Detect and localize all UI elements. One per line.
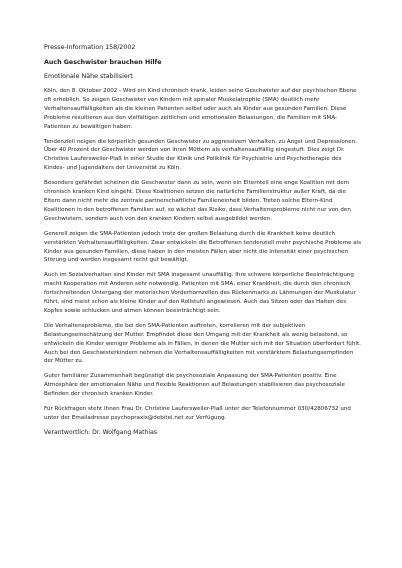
- press-release-number: Presse-Information 158/2002: [44, 44, 136, 51]
- paragraph-contact: Für Rückfragen steht Ihnen Frau Dr. Christine Laufersweiler-Plaß unter der Telefonnummer 030/42806732 und unter der Emailadresse psychopraxis@debitel.net zur Verfügung.: [44, 406, 351, 421]
- paragraph-family-cohesion: Guter familiärer Zusammenhalt begünstigt die psychosoziale Anpassung der SMA-Patienten positiv. Eine Atmosphäre der emotionalen Nähe und flexible Reaktionen auf Belastungen stabilisieren das psychosoziale Befinden der chronisch kranken Kinder.: [44, 373, 345, 398]
- paragraph-sma-patients: Generell zeigen die SMA-Patienten jedoch trotz der großen Belastung durch die Krankheit keine deutlich verstärkten Verhaltensauffälligkeiten. Zwar entwickeln die Betroffenen tendenziell mehr psychische Probleme als Kinder aus gesunden Familien, diese haben in den meisten Fällen aber nicht die Intensität einer psychischen Störung und werden insgesamt recht gut bewältigt.: [44, 230, 362, 264]
- subheadline: Emotionale Nähe stabilisiert: [44, 73, 133, 80]
- headline: Auch Geschwister brauchen Hilfe: [44, 59, 162, 66]
- responsible-person: Verantwortlich: Dr. Wolfgang Mathias: [44, 428, 157, 436]
- paragraph-coalitions: Besonders gefährdet scheinen die Geschwister dann zu sein, wenn ein Elternteil eine enge Koalition mit dem chronisch kranken Kind eingeht. Diese Koalitionen setzen die natürliche Familienstruktur außer Kraft, da die Eltern dann nicht mehr die zentrale partnerschaftliche Familieneinheit bilden. Treten solche Eltern-Kind Koalitionen in den betroffenen Familien auf, so wächst das Risiko, dass Verhaltensprobleme nicht nur von den Geschwistern, sondern auch von den kranken Kindern selbst ausgebildet werden.: [44, 180, 351, 222]
- paragraph-siblings-behavior: Tendenziell neigen die körperlich gesunden Geschwister zu aggressivem Verhalten, zu Angst und Depressionen. Über 40 Prozent der Geschwister werden von ihren Müttern als verhaltensauffällig eingestuft. Dies zeigt Dr. Christine Laufersweiler-Plaß in einer Studie der Klinik und Poliklinik für Psychiatrie und Psychotherapie des Kindes- und Jugendalters der Universität zu Köln.: [44, 138, 358, 172]
- paragraph-social-behavior: Auch im Sozialverhalten sind Kinder mit SMA insgesamt unauffällig. Ihre schwere körperliche Beeinträchtigung macht Kooperation mit Anderen sehr notwendig. Patienten mit SMA, einer Krankheit, die durch den chronisch fortschreitenden Untergang der motorischen Vorderhornzellen des Rückenmarks zu Lähmungen der Muskulatur führt, sind meist schon als kleine Kinder auf den Rollstuhl angewiesen. Auch das Sitzen oder das Halten des Kopfes sowie schlucken und atmen können beeinträchtigt sein.: [44, 272, 357, 314]
- paragraph-mother-burden: Die Verhaltensprobleme, die bei den SMA-Patienten auftreten, korrelieren mit der subjektiven Belastungseinschätzung der Mutter. Empfindet diese den Umgang mit der Krankheit als wenig belastend, so entwickeln die Kinder weniger Probleme als in Fällen, in denen die Mutter sich mit der Situation überfordert fühlt. Auch bei den Geschwisterkindern nehmen die Verhaltensauffälligkeiten mit verstärktem Belastungsempfinden der Mütter zu.: [44, 322, 361, 365]
- press-release-page: [44, 44, 362, 437]
- paragraph-intro: Köln, den 8. Oktober 2002 - Wird ein Kind chronisch krank, leiden seine Geschwister auf der psychischen Ebene oft erheblich. So zeigen Geschwister von Kindern mit spinaler Muskelatrophie (SMA) deutlich mehr Verhaltensauffälligkeiten als die kleinen Patienten selbst oder auch als Kinder aus gesunden Familien. Diese Probleme resultieren aus den vielfältigen zeitlichen und emotionalen Belastungen, die Familien mit SMA-Patienten zu bewältigen haben.: [44, 88, 357, 130]
